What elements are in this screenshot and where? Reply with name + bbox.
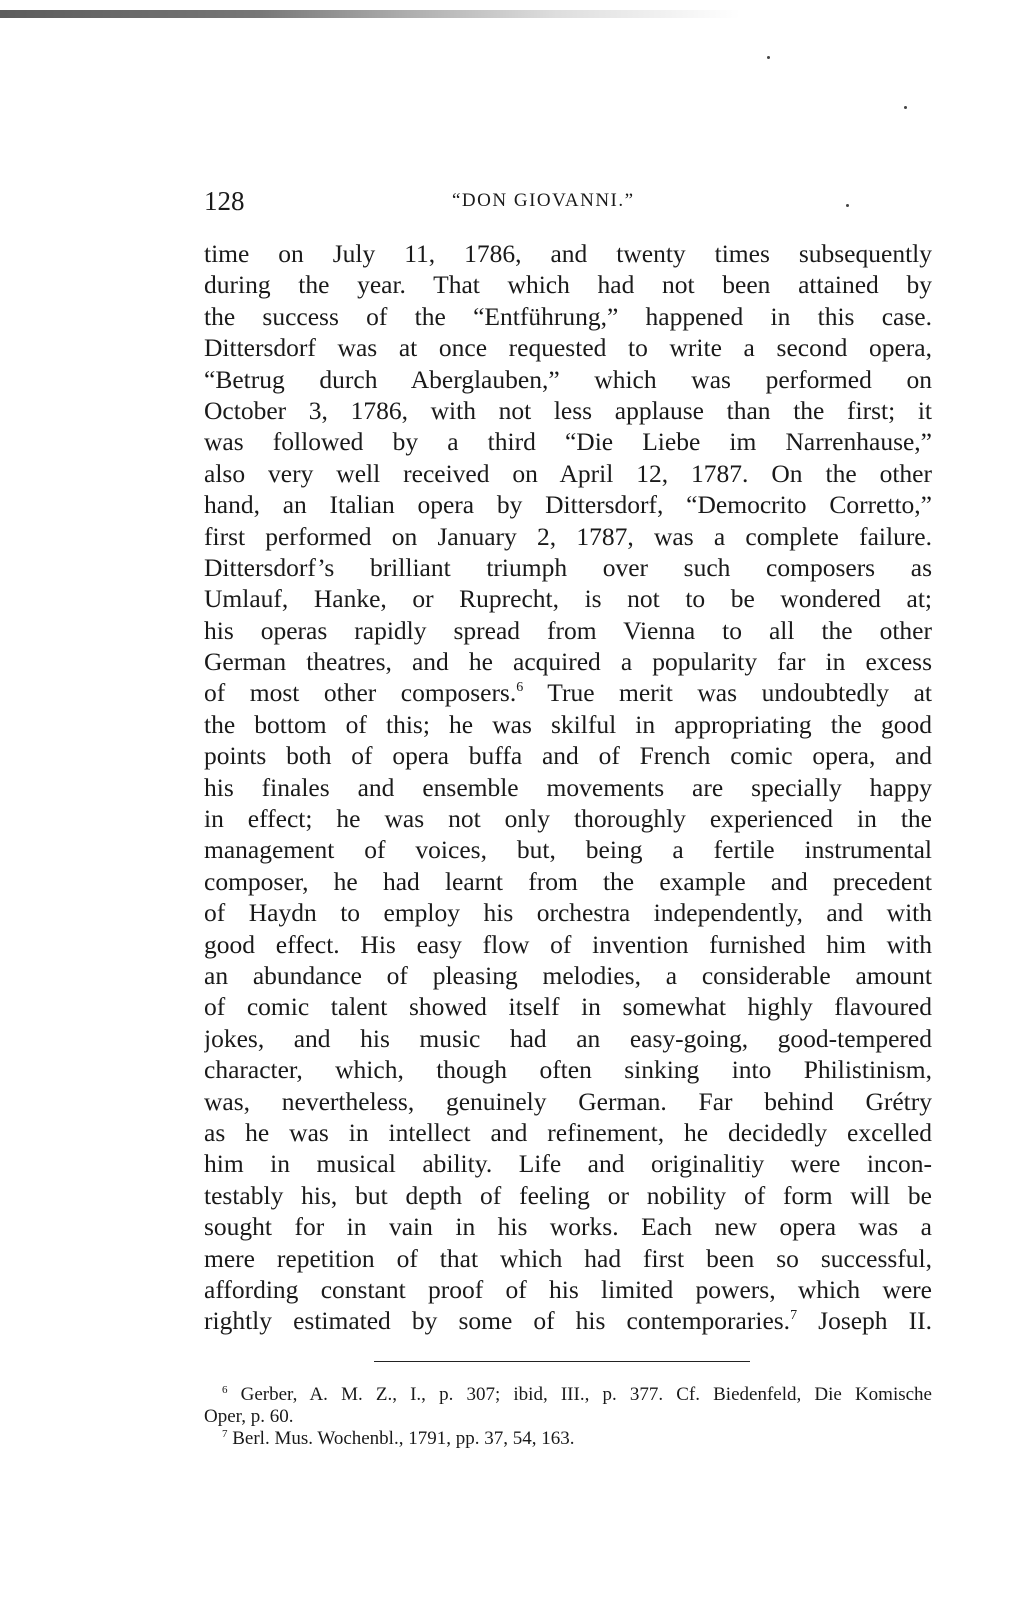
text-line: good effect. His easy flow of invention furnished him with — [204, 929, 932, 959]
text-line-footnote-ref — [204, 1305, 932, 1336]
text-line: during the year. That which had not been attained by — [204, 270, 932, 300]
text-line: points both of opera buffa and of French comic opera, and — [204, 741, 932, 771]
footnote-separator — [374, 1361, 750, 1362]
footnote-text: Berl. Mus. Wochenbl., 1791, pp. 37, 54, 163. — [232, 1428, 575, 1449]
text-line: in effect; he was not only thoroughly experienced in the — [204, 804, 932, 834]
running-title: “DON GIOVANNI.” — [452, 190, 635, 211]
text-line: of comic talent showed itself in somewhat highly flavoured — [204, 992, 932, 1022]
text-line: jokes, and his music had an easy-going, good-tempered — [204, 1023, 932, 1053]
text-line: testably his, but depth of feeling or nobility of form will be — [204, 1180, 932, 1210]
body-text — [204, 238, 932, 1337]
text-line: hand, an Italian opera by Dittersdorf, “Democrito Corretto,” — [204, 490, 932, 520]
text-line: the success of the “Entführung,” happened in this case. — [204, 301, 932, 331]
text-line: sought for in vain in his works. Each new opera was a — [204, 1212, 932, 1242]
text-line: time on July 11, 1786, and twenty times subsequently — [204, 239, 932, 268]
text-line: him in musical ability. Life and originalitiy were incon- — [204, 1149, 932, 1179]
text-line: October 3, 1786, with not less applause than the first; it — [204, 395, 932, 425]
footnote-marker-7: 7 — [222, 1428, 228, 1440]
text-line: Dittersdorf was at once requested to write a second opera, — [204, 333, 932, 363]
footnote-text: Gerber, A. M. Z., I., p. 307; ibid, III., p. 377. Cf. Biedenfeld, Die Komische — [240, 1384, 932, 1405]
text-line: an abundance of pleasing melodies, a considerable amount — [204, 960, 932, 990]
text-line: was followed by a third “Die Liebe im Narrenhause,” — [204, 427, 932, 457]
text-line: his finales and ensemble movements are specially happy — [204, 772, 932, 802]
footnote-6 — [204, 1384, 932, 1406]
text-line-footnote-ref — [204, 677, 932, 708]
footnotes — [204, 1384, 932, 1450]
text-line: character, which, though often sinking into Philistinism, — [204, 1055, 932, 1085]
footnote-marker-6: 6 — [222, 1384, 228, 1396]
scan-speck — [767, 56, 770, 59]
text-line: first performed on January 2, 1787, was a complete failure. — [204, 521, 932, 551]
text-line: of Haydn to employ his orchestra independently, and with — [204, 898, 932, 928]
text-line: also very well received on April 12, 1787. On the other — [204, 458, 932, 488]
text-segment: of most other composers. — [204, 678, 517, 708]
text-line: his operas rapidly spread from Vienna to all the other — [204, 615, 932, 645]
footnote-7 — [204, 1428, 932, 1450]
text-line: “Betrug durch Aberglauben,” which was performed on — [204, 364, 932, 394]
scan-speck — [904, 106, 907, 109]
text-line: the bottom of this; he was skilful in appropriating the good — [204, 709, 932, 739]
text-segment: Joseph II. — [818, 1306, 932, 1336]
running-head — [204, 186, 932, 220]
text-line: was, nevertheless, genuinely German. Far behind Grétry — [204, 1086, 932, 1116]
text-segment: True merit was undoubtedly at — [547, 678, 932, 708]
scan-edge-artifact — [0, 10, 740, 18]
text-line: mere repetition of that which had first been so successful, — [204, 1243, 932, 1273]
text-line: composer, he had learnt from the example and precedent — [204, 866, 932, 896]
text-line: Dittersdorf’s brilliant triumph over such composers as — [204, 552, 932, 582]
text-line: as he was in intellect and refinement, he decidedly excelled — [204, 1117, 932, 1147]
page-number: 128 — [204, 186, 245, 216]
text-line: German theatres, and he acquired a popularity far in excess — [204, 647, 932, 677]
text-line: affording constant proof of his limited powers, which were — [204, 1274, 932, 1304]
footnote-ref-7: 7 — [790, 1308, 798, 1324]
text-line: management of voices, but, being a fertile instrumental — [204, 835, 932, 865]
footnote-ref-6: 6 — [516, 680, 524, 696]
text-line: Umlauf, Hanke, or Ruprecht, is not to be wondered at; — [204, 584, 932, 614]
footnote-6-continued: Oper, p. 60. — [204, 1406, 294, 1427]
text-segment: rightly estimated by some of his contemporaries. — [204, 1306, 791, 1336]
